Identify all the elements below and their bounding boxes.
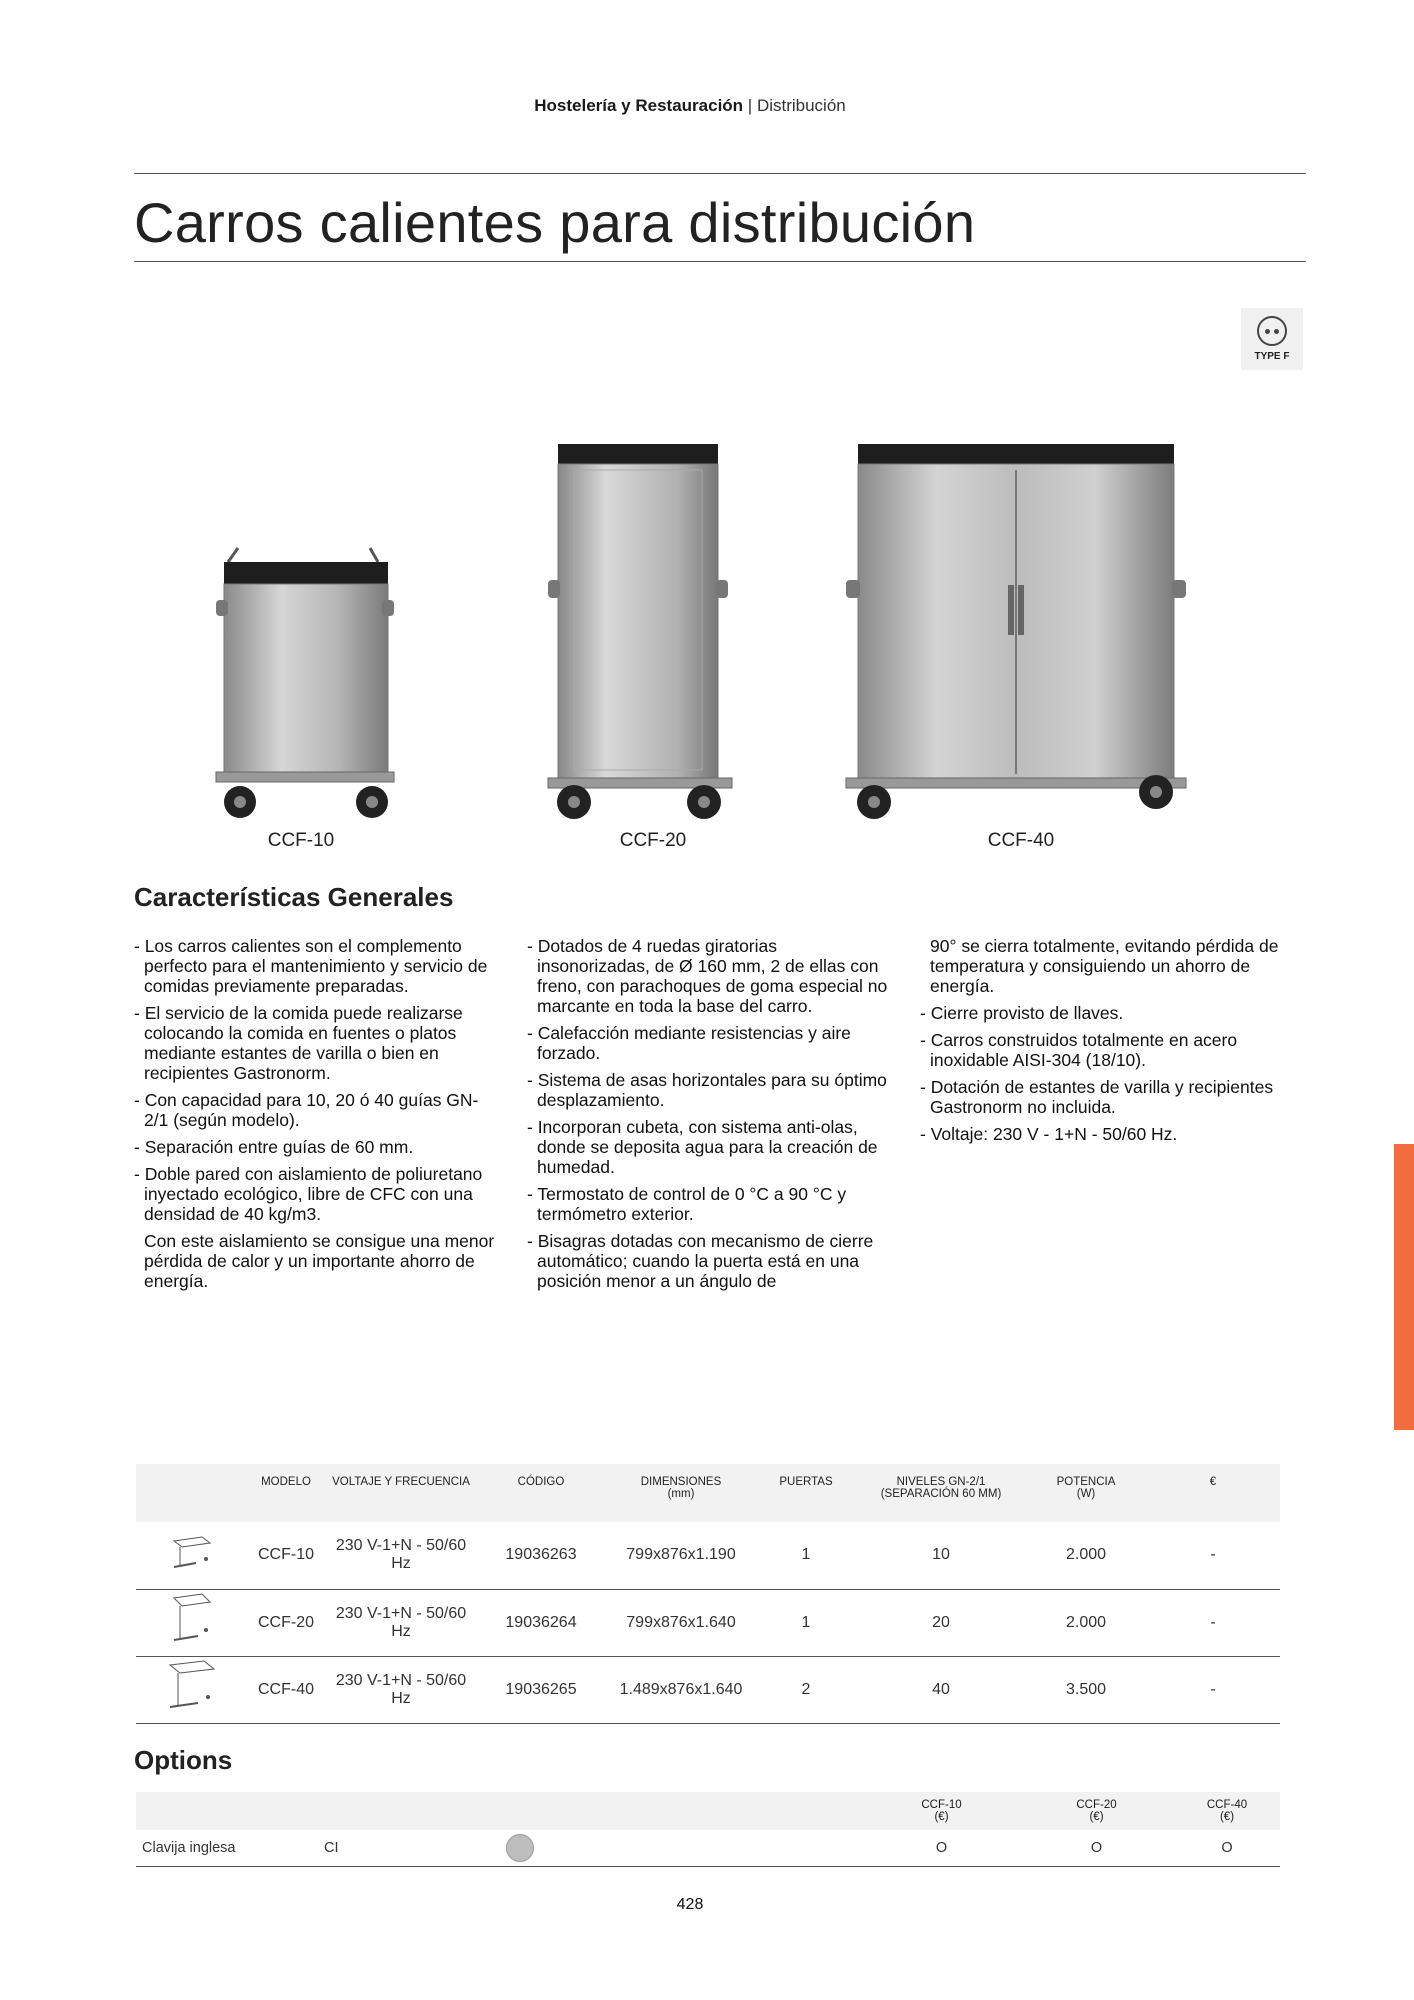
- cell-voltaje: 230 V-1+N - 50/60 Hz: [326, 1589, 476, 1656]
- header-potencia: POTENCIA (W): [1026, 1464, 1146, 1522]
- features-column-2: [527, 936, 920, 1298]
- product-label-ccf-10: CCF-10: [267, 830, 335, 851]
- header-puertas: PUERTAS: [756, 1464, 856, 1522]
- section-tab-marker: [1394, 1144, 1414, 1430]
- product-image-ccf-10: [210, 540, 400, 830]
- cell-potencia: 2.000: [1026, 1589, 1146, 1656]
- opt-cell-code: CI: [324, 1830, 514, 1866]
- cell-potencia: 2.000: [1026, 1522, 1146, 1589]
- cell-voltaje: 230 V-1+N - 50/60 Hz: [326, 1522, 476, 1589]
- feature-item: - Separación entre guías de 60 mm.: [134, 1137, 414, 1157]
- model-thumbnail: [136, 1589, 246, 1656]
- options-table: [136, 1792, 1280, 1867]
- features-column-1: [134, 936, 527, 1298]
- opt-cell-icon: [514, 1830, 864, 1866]
- page-number: 428: [676, 1896, 704, 1913]
- cell-potencia: 3.500: [1026, 1656, 1146, 1723]
- cell-codigo: 19036264: [476, 1589, 606, 1656]
- cell-modelo: CCF-20: [246, 1589, 326, 1656]
- feature-item: - Calefacción mediante resistencias y aire forzado.: [527, 1023, 851, 1063]
- cell-voltaje: 230 V-1+N - 50/60 Hz: [326, 1656, 476, 1723]
- feature-item: Con este aislamiento se consigue una menor pérdida de calor y un importante ahorro de energía.: [144, 1231, 495, 1291]
- product-label-ccf-40: CCF-40: [987, 830, 1055, 851]
- cell-dimensiones: 1.489x876x1.640: [606, 1656, 756, 1723]
- table-row: [136, 1522, 1280, 1589]
- header-niveles: NIVELES GN-2/1 (SEPARACIÓN 60 MM): [856, 1464, 1026, 1522]
- cell-puertas: 1: [756, 1522, 856, 1589]
- opt-header-icon: [514, 1792, 864, 1830]
- product-image-ccf-20: [540, 440, 740, 830]
- opt-header-name: [136, 1792, 324, 1830]
- feature-item: - Doble pared con aislamiento de poliuretano inyectado ecológico, libre de CFC con una densidad de 40 kg/m3.: [134, 1164, 483, 1224]
- header-modelo: MODELO: [246, 1464, 326, 1522]
- cell-modelo: CCF-10: [246, 1522, 326, 1589]
- feature-item: - Bisagras dotadas con mecanismo de cierre automático; cuando la puerta está en una posición menor a un ángulo de: [527, 1231, 874, 1291]
- cell-niveles: 20: [856, 1589, 1026, 1656]
- plug-type-f-icon: [1257, 316, 1287, 346]
- table-row: [136, 1656, 1280, 1723]
- feature-item: - Dotados de 4 ruedas giratorias insonorizadas, de Ø 160 mm, 2 de ellas con freno, con parachoques de goma especial no marcante en toda la base del carro.: [527, 936, 888, 1016]
- feature-item: - Sistema de asas horizontales para su óptimo desplazamiento.: [527, 1070, 887, 1110]
- feature-item: - Con capacidad para 10, 20 ó 40 guías GN-2/1 (según modelo).: [134, 1090, 479, 1130]
- cell-modelo: CCF-40: [246, 1656, 326, 1723]
- plug-badge: [1241, 308, 1303, 370]
- header-thumb: [136, 1464, 246, 1522]
- feature-item: - El servicio de la comida puede realizarse colocando la comida en fuentes o platos mediante estantes de varilla o bien en recipientes Gastronorm.: [134, 1003, 463, 1083]
- cell-puertas: 1: [756, 1589, 856, 1656]
- opt-cell-ccf-20: O: [1019, 1830, 1174, 1866]
- spec-table-header: [136, 1464, 1280, 1522]
- page-title: Carros calientes para distribución: [134, 191, 976, 254]
- feature-item: - Voltaje: 230 V - 1+N - 50/60 Hz.: [920, 1124, 1178, 1144]
- opt-cell-name: Clavija inglesa: [136, 1830, 324, 1866]
- feature-item: - Carros construidos totalmente en acero inoxidable AISI-304 (18/10).: [920, 1030, 1238, 1070]
- cell-niveles: 40: [856, 1656, 1026, 1723]
- opt-header-code: [324, 1792, 514, 1830]
- page-header: [0, 96, 1380, 116]
- header-dimensiones: DIMENSIONES (mm): [606, 1464, 756, 1522]
- table-row: [136, 1589, 1280, 1656]
- plug-badge-label: TYPE F: [1254, 351, 1290, 362]
- feature-item: - Incorporan cubeta, con sistema anti-olas, donde se deposita agua para la creación de humedad.: [527, 1117, 878, 1177]
- table-row: [136, 1830, 1280, 1866]
- header-euro: €: [1146, 1464, 1280, 1522]
- feature-item: - Los carros calientes son el complemento perfecto para el mantenimiento y servicio de comidas previamente preparadas.: [134, 936, 488, 996]
- cell-puertas: 2: [756, 1656, 856, 1723]
- features-columns: [134, 936, 1314, 1298]
- features-title: Características Generales: [134, 882, 454, 912]
- cell-niveles: 10: [856, 1522, 1026, 1589]
- cell-precio: -: [1146, 1522, 1280, 1589]
- header-voltaje: VOLTAJE Y FRECUENCIA: [326, 1464, 476, 1522]
- feature-item: - Dotación de estantes de varilla y recipientes Gastronorm no incluida.: [920, 1077, 1274, 1117]
- product-image-ccf-40: [840, 440, 1190, 830]
- cell-dimensiones: 799x876x1.190: [606, 1522, 756, 1589]
- opt-header-ccf-10: CCF-10 (€): [864, 1792, 1019, 1830]
- feature-item: - Cierre provisto de llaves.: [920, 1003, 1124, 1023]
- options-title: Options: [134, 1745, 233, 1775]
- feature-item: - Termostato de control de 0 °C a 90 °C y termómetro exterior.: [527, 1184, 847, 1224]
- header-codigo: CÓDIGO: [476, 1464, 606, 1522]
- feature-item: 90° se cierra totalmente, evitando pérdida de temperatura y consiguiendo un ahorro de energía.: [930, 936, 1279, 996]
- model-thumbnail: [136, 1656, 246, 1723]
- cell-precio: -: [1146, 1589, 1280, 1656]
- options-table-header: [136, 1792, 1280, 1830]
- opt-header-ccf-20: CCF-20 (€): [1019, 1792, 1174, 1830]
- header-section: Hostelería y Restauración: [534, 96, 744, 115]
- top-rule: [134, 173, 1306, 174]
- features-column-3: [920, 936, 1313, 1298]
- header-separator: |: [743, 96, 757, 115]
- cell-codigo: 19036265: [476, 1656, 606, 1723]
- product-label-ccf-20: CCF-20: [619, 830, 687, 851]
- model-thumbnail: [136, 1522, 246, 1589]
- opt-cell-ccf-40: O: [1174, 1830, 1280, 1866]
- spec-table: [136, 1464, 1280, 1724]
- cell-precio: -: [1146, 1656, 1280, 1723]
- opt-header-ccf-40: CCF-40 (€): [1174, 1792, 1280, 1830]
- cell-dimensiones: 799x876x1.640: [606, 1589, 756, 1656]
- header-subsection: Distribución: [756, 96, 846, 115]
- uk-plug-icon: [506, 1834, 534, 1862]
- title-rule: [134, 261, 1306, 262]
- cell-codigo: 19036263: [476, 1522, 606, 1589]
- opt-cell-ccf-10: O: [864, 1830, 1019, 1866]
